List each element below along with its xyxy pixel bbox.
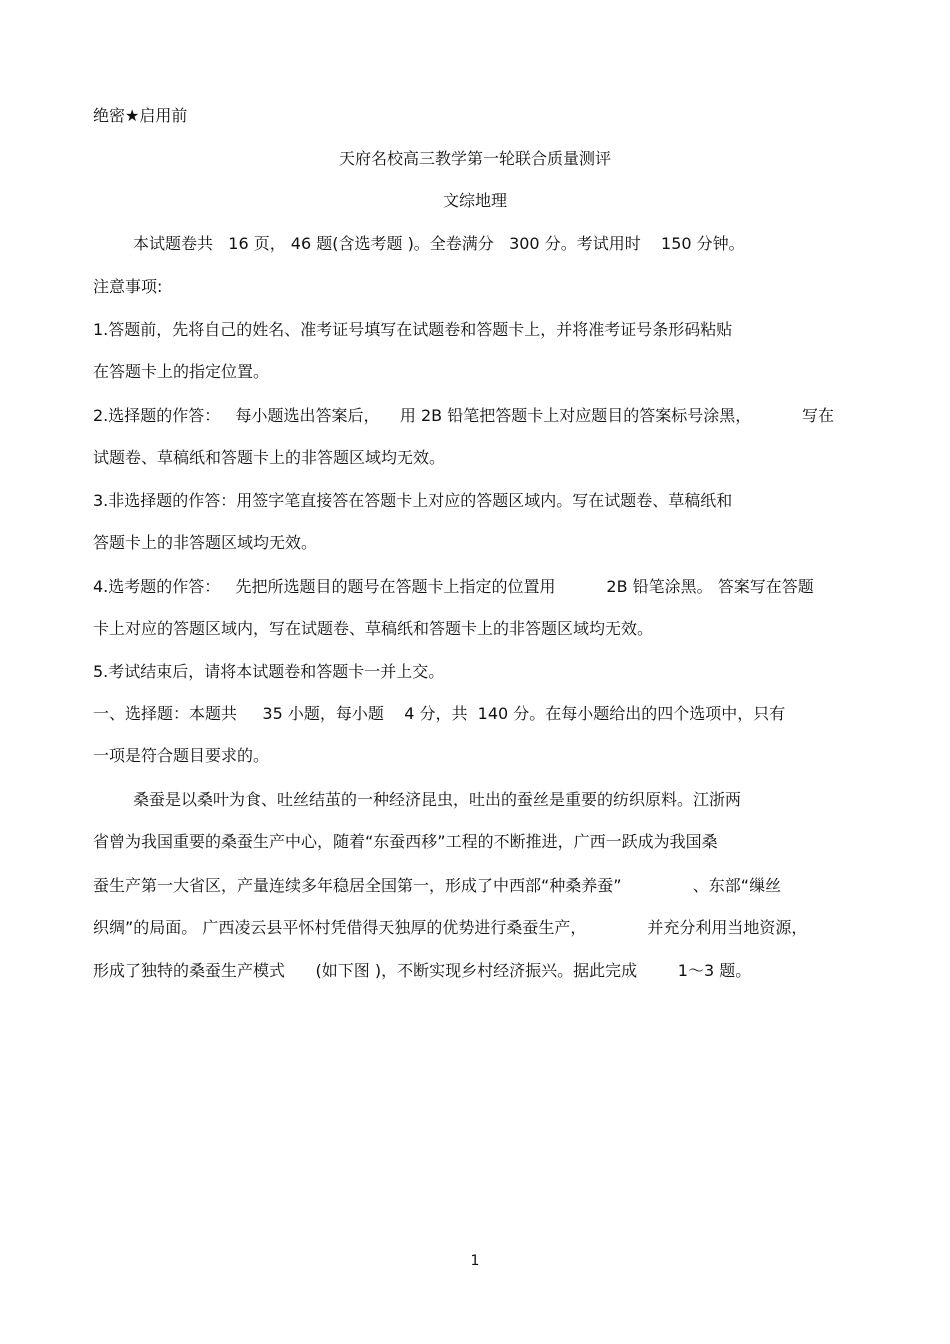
exam-title: 天府名校高三教学第一轮联合质量测评 (338, 149, 611, 168)
section-one-heading-line-1: 一、选择题：本题共 35 小题，每小题 4 分，共 140 分。在每小题给出的四个选项中，只有 (93, 704, 786, 723)
note-item-5-line-1: 5.考试结束后，请将本试题卷和答题卡一并上交。 (93, 662, 445, 681)
note-item-3-line-2: 答题卡上的非答题区域均无效。 (93, 533, 318, 552)
passage-line-2: 省曾为我国重要的桑蚕生产中心，随着“东蚕西移”工程的不断推进，广西一跃成为我国桑 (93, 832, 718, 851)
section-one-heading-line-2: 一项是符合题目要求的。 (93, 746, 270, 765)
secrecy-mark: 绝密★启用前 (93, 106, 188, 125)
passage-line-1: 桑蚕是以桑叶为食、吐丝结茧的一种经济昆虫，吐出的蚕丝是重要的纺织原料。江浙两 (133, 790, 742, 809)
note-item-2-line-2: 试题卷、草稿纸和答题卡上的非答题区域均无效。 (93, 448, 446, 467)
note-item-1-line-2: 在答题卡上的指定位置。 (93, 362, 270, 381)
passage-line-5: 形成了独特的桑蚕生产模式 (如下图 )，不断实现乡村经济振兴。据此完成 1～3 题。 (93, 961, 752, 980)
note-item-4-line-2: 卡上对应的答题区域内，写在试题卷、草稿纸和答题卡上的非答题区域均无效。 (93, 619, 654, 638)
notes-heading: 注意事项: (93, 277, 163, 296)
passage-line-3: 蚕生产第一大省区，产量连续多年稳居全国第一，形成了中西部“种桑养蚕” 、东部“缫丝 (93, 876, 782, 895)
note-item-1-line-1: 1.答题前，先将自己的姓名、准考证号填写在试题卷和答题卡上，并将准考证号条形码粘贴 (93, 320, 733, 339)
note-item-4-line-1: 4.选考题的作答： 先把所选题目的题号在答题卡上指定的位置用 2B 铅笔涂黑。 答案写在答题 (93, 577, 814, 596)
page-number: 1 (470, 1253, 480, 1269)
note-item-2-line-1: 2.选择题的作答： 每小题选出答案后， 用 2B 铅笔把答题卡上对应题目的答案标号涂黑， 写在 (93, 406, 835, 425)
subject-title: 文综地理 (442, 191, 507, 210)
exam-intro: 本试题卷共 16 页， 46 题(含选考题 )。全卷满分 300 分。考试用时 150 分钟。 (133, 234, 745, 253)
passage-line-4: 织绸”的局面。 广西凌云县平怀村凭借得天独厚的优势进行桑蚕生产， 并充分利用当地资源， (93, 918, 808, 937)
note-item-3-line-1: 3.非选择题的作答：用签字笔直接答在答题卡上对应的答题区域内。写在试题卷、草稿纸和 (93, 491, 733, 510)
